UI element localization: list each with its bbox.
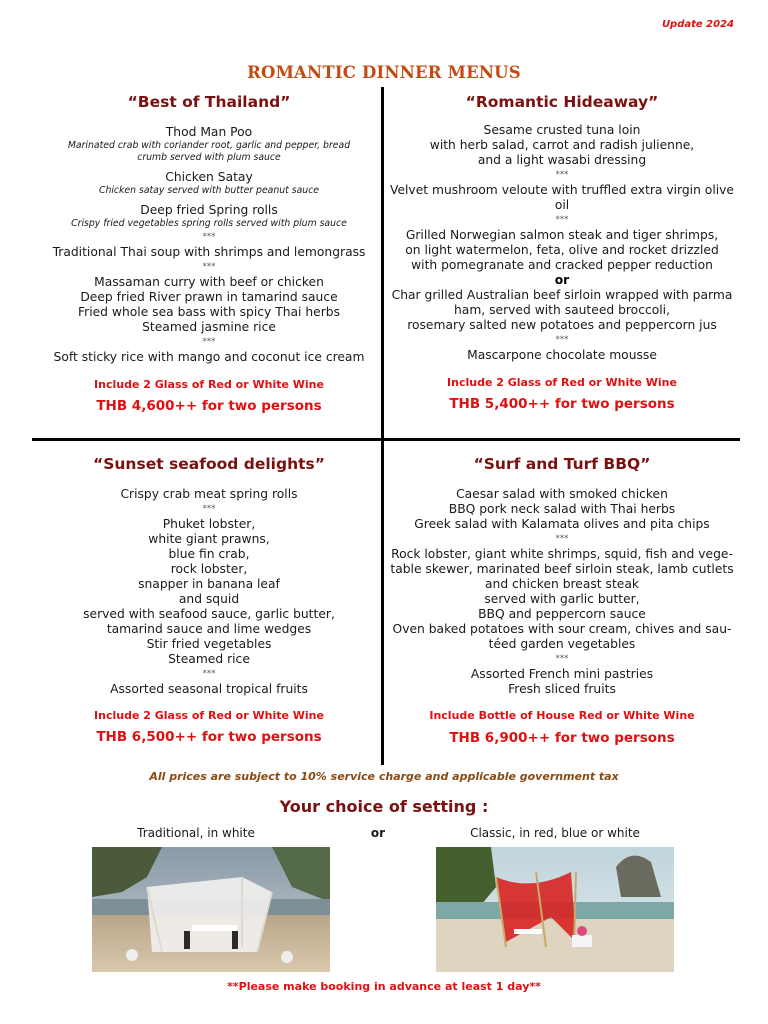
price: THB 5,400++ for two persons [449, 396, 675, 412]
menu-best-of-thailand [36, 93, 382, 414]
dish: Grilled Norwegian salmon steak and tiger shrimps, [405, 228, 719, 242]
setting-classic-caption: Classic, in red, blue or white [470, 826, 640, 840]
dish: Greek salad with Kalamata olives and pita chips [414, 517, 710, 531]
dish: Steamed rice [168, 652, 250, 666]
page-title: ROMANTIC DINNER MENUS [247, 63, 521, 82]
dish: Deep fried Spring rolls [140, 203, 278, 217]
dish: BBQ pork neck salad with Thai herbs [448, 502, 676, 516]
dish: rosemary salted new potatoes and peppercorn jus [407, 318, 717, 332]
dish: Mascarpone chocolate mousse [467, 348, 657, 362]
dish: and chicken breast steak [484, 577, 639, 591]
separator: *** [202, 337, 216, 347]
dish: rock lobster, [170, 562, 248, 576]
tax-note: All prices are subject to 10% service charge and applicable government tax [149, 770, 619, 783]
dish: Phuket lobster, [162, 517, 256, 531]
setting-traditional-caption: Traditional, in white [137, 826, 255, 840]
menu-title: “Surf and Turf BBQ” [473, 455, 651, 473]
dish: téed garden vegetables [488, 637, 636, 651]
dish: and squid [178, 592, 240, 606]
price: THB 6,900++ for two persons [449, 730, 675, 746]
dish: Soft sticky rice with mango and coconut ice cream [53, 350, 365, 364]
dish: Sesame crusted tuna loin [483, 123, 641, 137]
dish: Fresh sliced fruits [508, 682, 616, 696]
dish: Massaman curry with beef or chicken [94, 275, 324, 289]
dish: Assorted seasonal tropical fruits [110, 682, 308, 696]
update-label: Update 2024 [661, 19, 734, 30]
wine-note: Include 2 Glass of Red or White Wine [447, 376, 677, 389]
dish: with herb salad, carrot and radish julienne, [429, 138, 695, 152]
menu-title: “Best of Thailand” [127, 93, 291, 111]
horizontal-divider [32, 438, 740, 441]
dish-description: Crispy fried vegetables spring rolls served with plum sauce [71, 218, 347, 229]
dish: snapper in banana leaf [138, 577, 280, 591]
dish: served with seafood sauce, garlic butter, [83, 607, 335, 621]
wine-note: Include 2 Glass of Red or White Wine [94, 378, 324, 391]
setting-or-label: or [370, 826, 386, 840]
dish: tamarind sauce and lime wedges [106, 622, 312, 636]
dish: Assorted French mini pastries [470, 667, 654, 681]
dish-description: Marinated crab with coriander root, garlic and pepper, bread crumb served with plum sauce [67, 140, 351, 163]
dish: with pomegranate and cracked pepper reduction [411, 258, 713, 272]
dish: Chicken Satay [165, 170, 253, 184]
or-label: or [554, 273, 570, 287]
price: THB 4,600++ for two persons [96, 398, 322, 414]
booking-note: **Please make booking in advance at least 1 day** [227, 980, 541, 993]
dish: ham, served with sauteed broccoli, [453, 303, 670, 317]
dish: Caesar salad with smoked chicken [456, 487, 668, 501]
separator: *** [555, 654, 569, 664]
dish: Fried whole sea bass with spicy Thai herbs [77, 305, 341, 319]
separator: *** [202, 504, 216, 514]
separator: *** [202, 669, 216, 679]
separator: *** [555, 335, 569, 345]
dish: Deep fried River prawn in tamarind sauce [80, 290, 338, 304]
dish: table skewer, marinated beef sirloin steak, lamb cutlets [390, 562, 734, 576]
dish: served with garlic butter, [484, 592, 640, 606]
wine-note: Include Bottle of House Red or White Wine [429, 709, 695, 722]
dish: Oven baked potatoes with sour cream, chives and sau- [392, 622, 732, 636]
dish: Stir fried vegetables [146, 637, 272, 651]
classic-setting-photo [436, 847, 674, 972]
menu-romantic-hideaway [384, 93, 740, 412]
separator: *** [555, 170, 569, 180]
dish: Rock lobster, giant white shrimps, squid, fish and vege- [391, 547, 733, 561]
dish: oil [554, 198, 570, 212]
setting-choice-title: Your choice of setting : [279, 797, 489, 816]
dish: Traditional Thai soup with shrimps and lemongrass [52, 245, 366, 259]
separator: *** [202, 262, 216, 272]
dish: Crispy crab meat spring rolls [120, 487, 298, 501]
dish: Thod Man Poo [165, 125, 253, 139]
dish: and a light wasabi dressing [477, 153, 647, 167]
dish: on light watermelon, feta, olive and rocket drizzled [405, 243, 719, 257]
separator: *** [555, 534, 569, 544]
menu-title: “Sunset seafood delights” [93, 455, 325, 473]
menu-title: “Romantic Hideaway” [465, 93, 659, 111]
menu-sunset-seafood [36, 455, 382, 745]
dish: BBQ and peppercorn sauce [478, 607, 646, 621]
dish: Velvet mushroom veloute with truffled extra virgin olive [389, 183, 735, 197]
menu-surf-and-turf [384, 455, 740, 746]
price: THB 6,500++ for two persons [96, 729, 322, 745]
wine-note: Include 2 Glass of Red or White Wine [94, 709, 324, 722]
separator: *** [202, 232, 216, 242]
dish: blue fin crab, [168, 547, 250, 561]
dish: Char grilled Australian beef sirloin wrapped with parma [391, 288, 733, 302]
dish-description: Chicken satay served with butter peanut sauce [98, 185, 320, 196]
dish: white giant prawns, [148, 532, 270, 546]
dish: Steamed jasmine rice [142, 320, 276, 334]
separator: *** [555, 215, 569, 225]
traditional-setting-photo [92, 847, 330, 972]
